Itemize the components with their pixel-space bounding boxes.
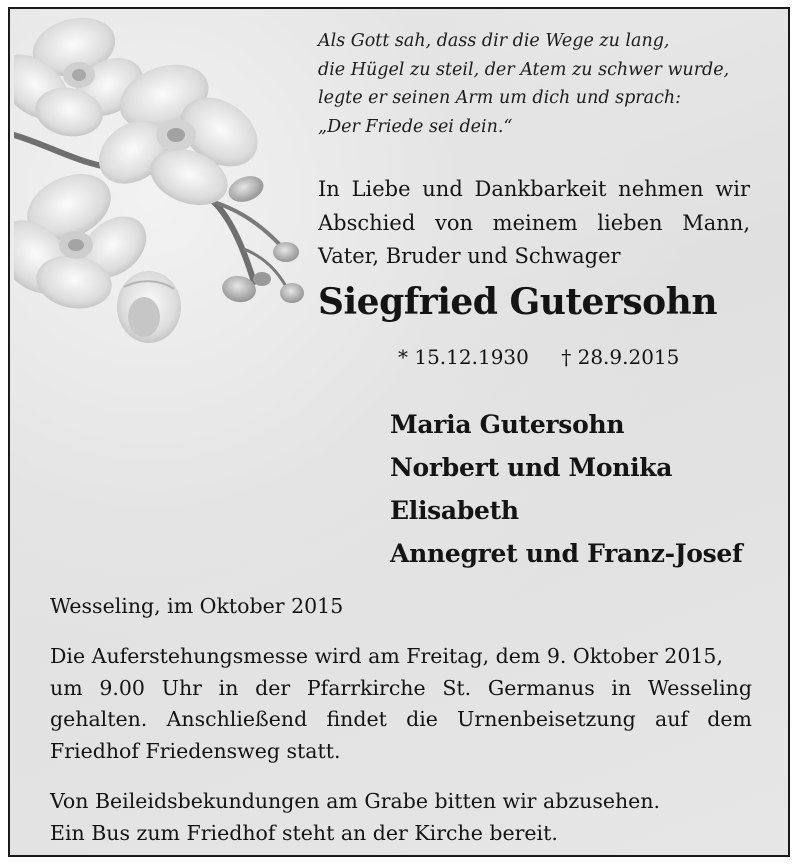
intro-text (318, 173, 750, 274)
service-line: Die Auferstehungsmesse wird am Freitag, dem 9. Oktober 2015, (50, 644, 723, 668)
mourner-name: Norbert und Monika (390, 453, 673, 482)
obituary-notice (8, 7, 790, 857)
intro-line: Abschied von meinem lieben Mann, (318, 210, 750, 235)
poem (318, 27, 758, 141)
birth-date: * 15.12.1930 (398, 345, 529, 369)
orchid-illustration (14, 17, 314, 347)
closing-line: Ein Bus zum Friedhof steht an der Kirche bereit. (50, 820, 558, 845)
poem-line: die Hügel zu steil, der Atem zu schwer wurde, (318, 59, 730, 80)
poem-line: „Der Friede sei dein.“ (318, 116, 513, 137)
intro-line: In Liebe und Dankbarkeit nehmen wir (318, 177, 750, 201)
poem-line: legte er seinen Arm um dich und sprach: (318, 88, 682, 108)
mourner-name: Maria Gutersohn (390, 410, 625, 439)
mourners-list (390, 403, 780, 575)
death-date: † 28.9.2015 (561, 345, 680, 369)
place-date: Wesseling, im Oktober 2015 (50, 594, 344, 618)
service-info (50, 641, 752, 767)
service-line: um 9.00 Uhr in der Pfarrkirche St. Germanus in Wesseling (50, 675, 752, 700)
mourner-name: Annegret und Franz-Josef (390, 539, 743, 568)
service-line: Friedhof Friedensweg statt. (50, 738, 341, 763)
closing-note (50, 786, 752, 849)
closing-line: Von Beileidsbekundungen am Grabe bitten wir abzusehen. (50, 789, 661, 813)
service-line: gehalten. Anschließend findet die Urnenbeisetzung auf dem (50, 707, 752, 731)
life-dates (398, 345, 738, 369)
poem-line: Als Gott sah, dass dir die Wege zu lang, (318, 31, 670, 51)
mourner-name: Elisabeth (390, 496, 519, 525)
deceased-name: Siegfried Gutersohn (318, 281, 718, 323)
intro-line: Vater, Bruder und Schwager (318, 244, 621, 268)
